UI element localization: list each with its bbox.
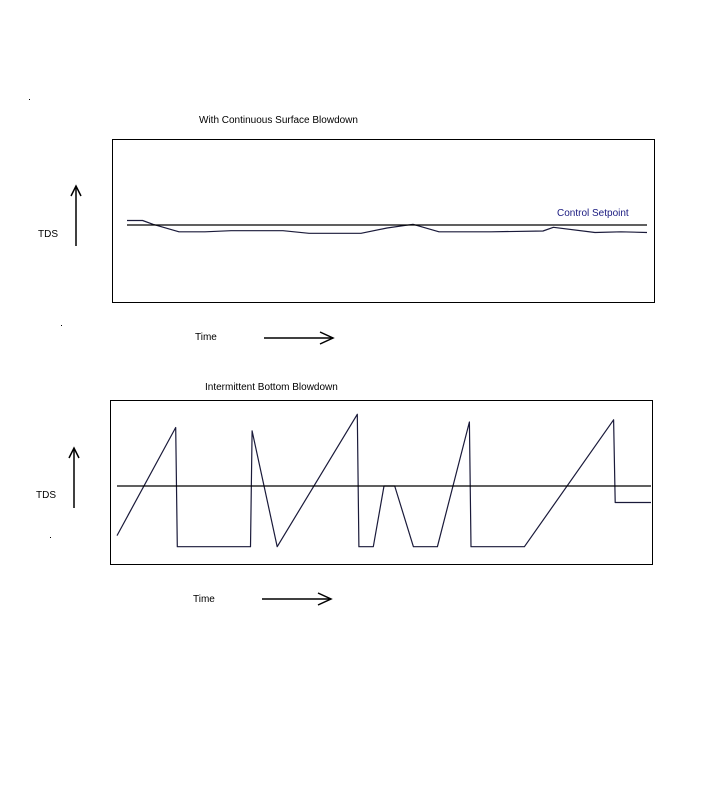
panel2-y-axis-label: TDS bbox=[36, 490, 56, 501]
panel1-chart-plot bbox=[113, 140, 656, 304]
panel2-x-axis-label: Time bbox=[193, 594, 215, 605]
panel2-y-arrow-icon bbox=[67, 446, 81, 510]
speck-dot bbox=[50, 537, 51, 538]
speck-dot bbox=[29, 99, 30, 100]
panel1-x-arrow-icon bbox=[262, 329, 336, 347]
control-setpoint-label: Control Setpoint bbox=[557, 208, 629, 219]
tds-trace-line bbox=[117, 414, 651, 546]
panel2-title: Intermittent Bottom Blowdown bbox=[205, 382, 338, 393]
panel1-x-axis-label: Time bbox=[195, 332, 217, 343]
speck-dot bbox=[61, 325, 62, 326]
panel2-x-arrow-icon bbox=[260, 590, 334, 608]
panel2-chart-frame bbox=[110, 400, 653, 565]
panel1-chart-frame bbox=[112, 139, 655, 303]
panel2-chart-plot bbox=[111, 401, 654, 566]
panel1-y-axis-label: TDS bbox=[38, 229, 58, 240]
tds-trace-line bbox=[127, 221, 647, 234]
panel1-y-arrow-icon bbox=[69, 184, 83, 248]
panel1-title: With Continuous Surface Blowdown bbox=[199, 115, 358, 126]
